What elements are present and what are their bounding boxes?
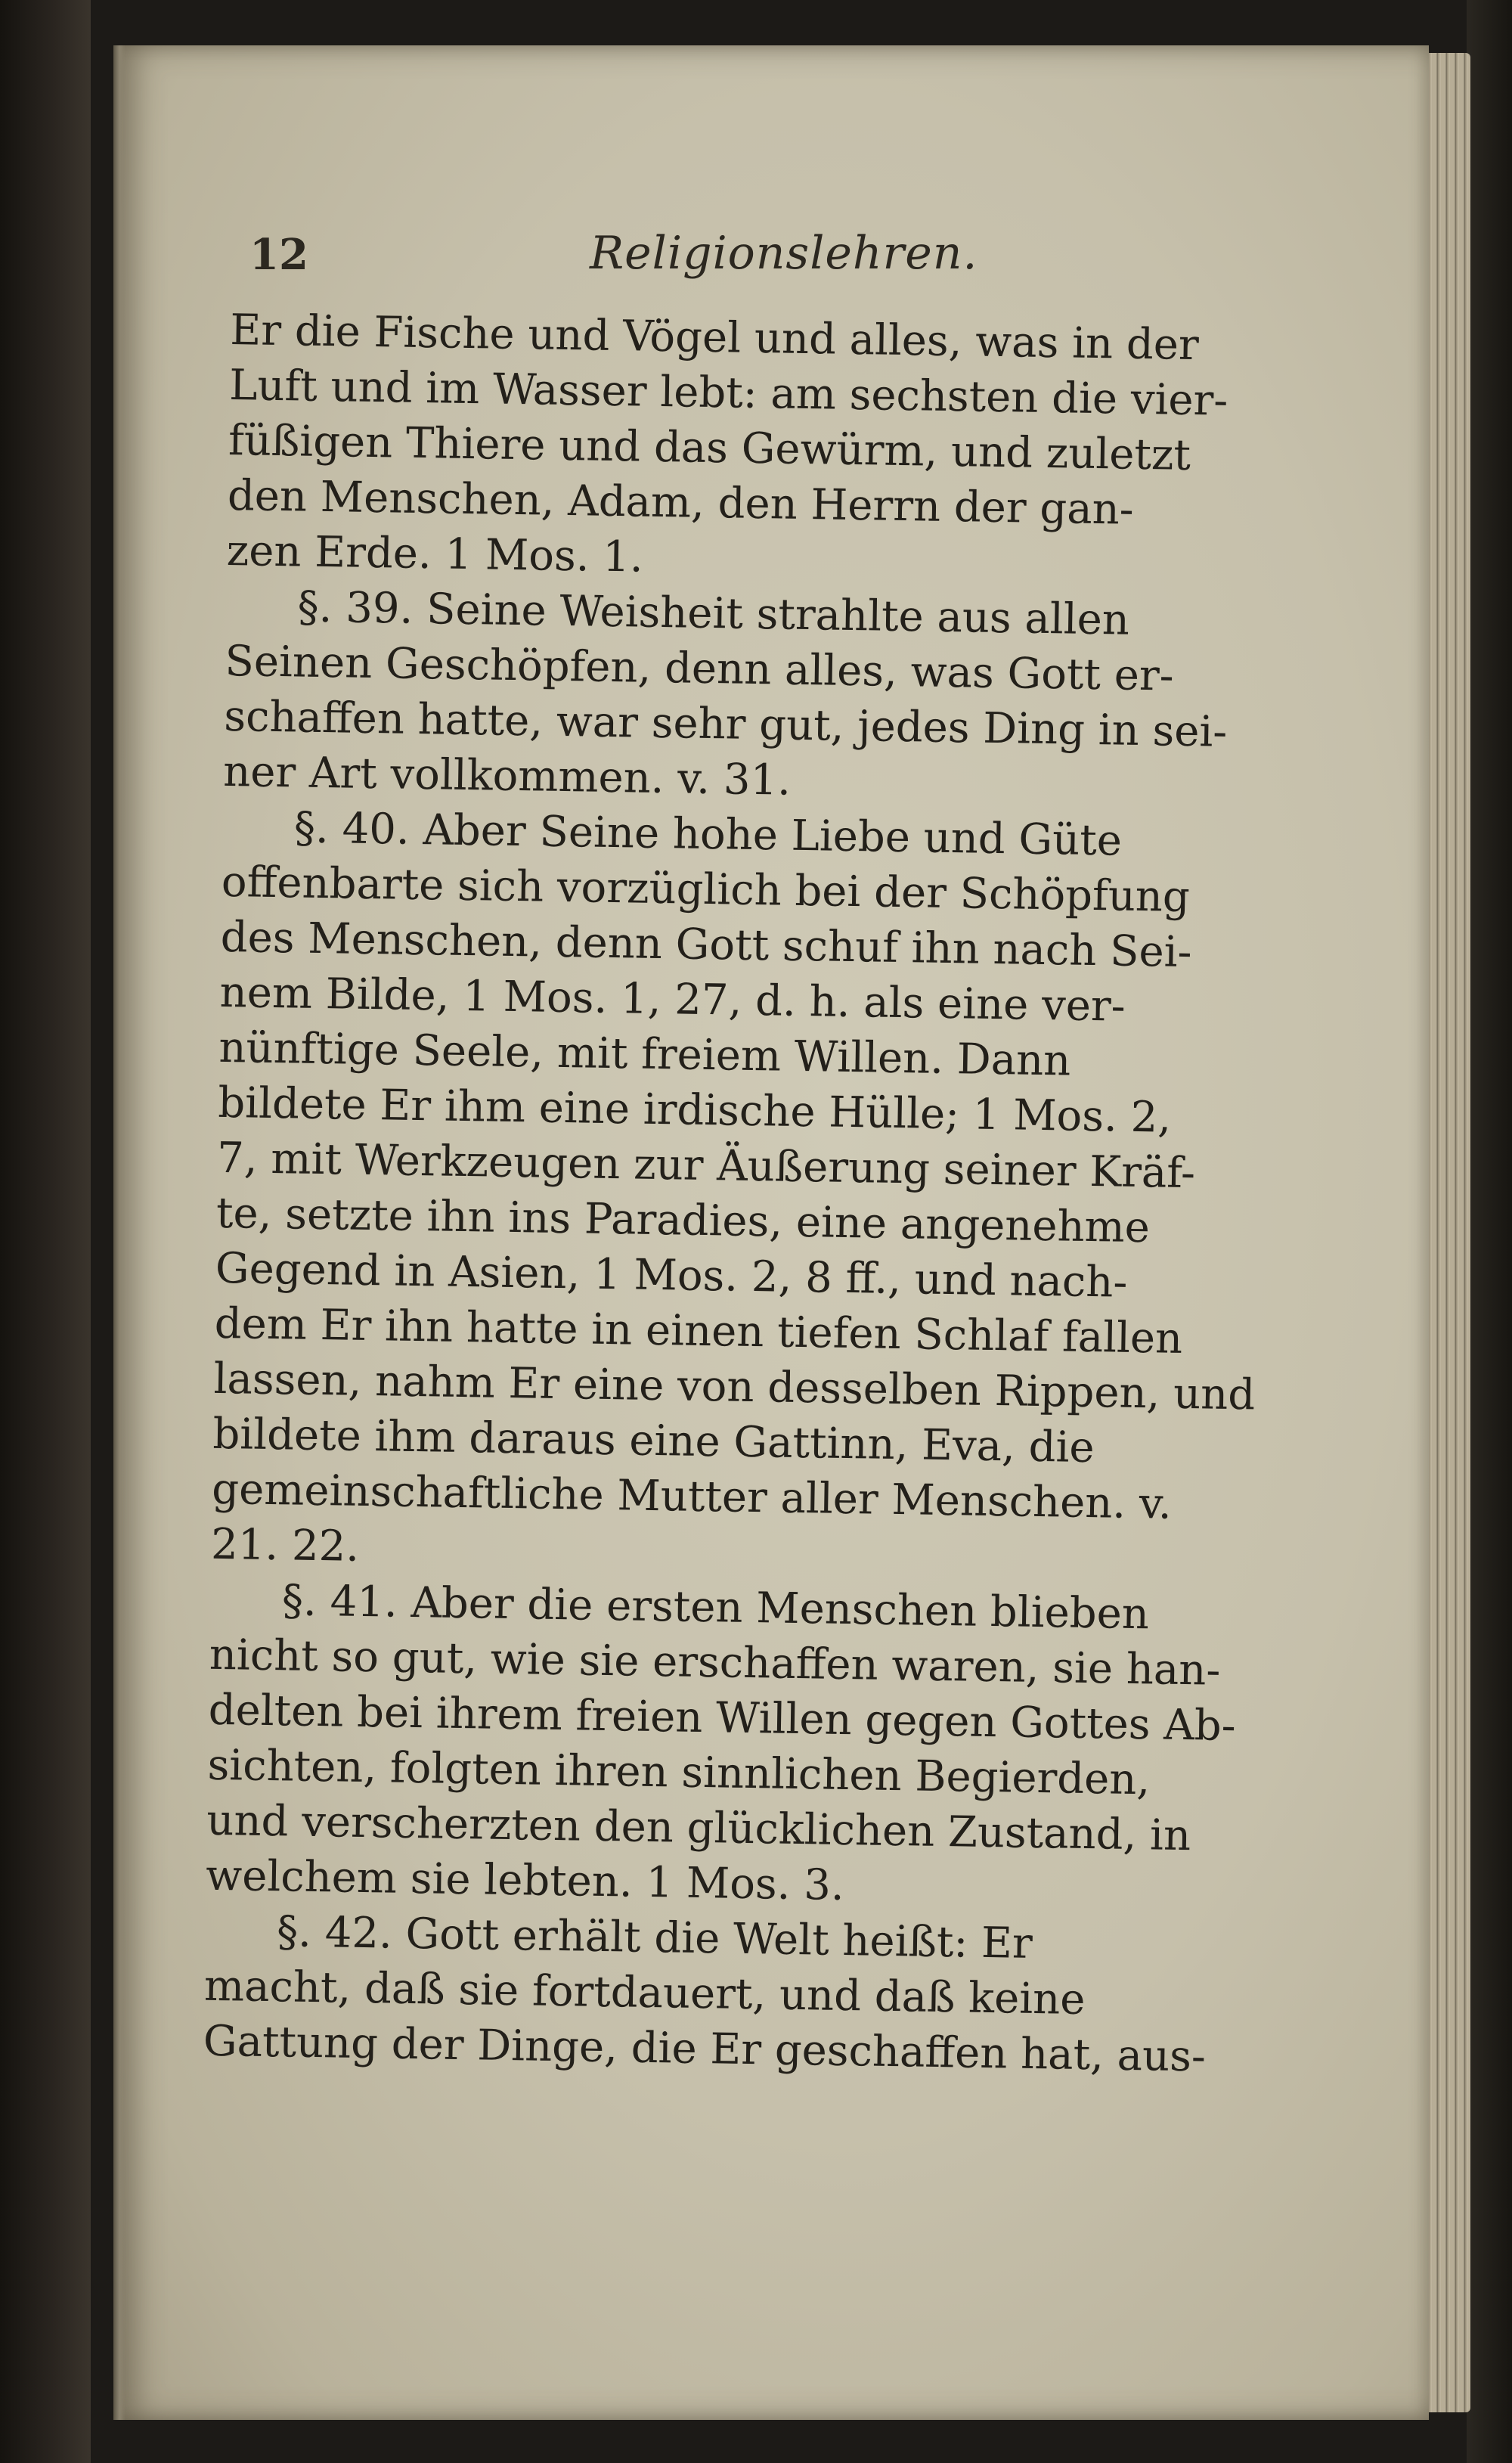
text-line: Gattung der Dinge, die Er geschaffen hat, aus- bbox=[203, 2016, 1207, 2082]
book-cover-left bbox=[0, 0, 91, 2463]
text-line: Gegend in Asien, 1 Mos. 2, 8 ff., und nach- bbox=[215, 1243, 1128, 1307]
text-line: offenbarte sich vorzüglich bei der Schöpfung bbox=[221, 857, 1191, 923]
text-line: welchem sie lebten. 1 Mos. 3. bbox=[205, 1850, 845, 1911]
text-line: den Menschen, Adam, den Herrn der gan- bbox=[227, 470, 1135, 535]
book-cover-right bbox=[1467, 0, 1512, 2463]
body-text bbox=[203, 302, 1289, 2086]
gutter-shadow bbox=[113, 45, 125, 2420]
text-line: zen Erde. 1 Mos. 1. bbox=[226, 526, 644, 582]
text-line: bildete ihm daraus eine Gattinn, Eva, die bbox=[212, 1409, 1095, 1473]
text-line: nem Bilde, 1 Mos. 1, 27, d. h. als eine ver- bbox=[219, 967, 1126, 1031]
running-head bbox=[249, 227, 1331, 287]
text-line: gemeinschaftliche Mutter aller Menschen. v. bbox=[211, 1464, 1173, 1529]
text-line: Seinen Geschöpfen, denn alles, was Gott er- bbox=[225, 636, 1175, 701]
text-line: §. 39. Seine Weisheit strahlte aus allen bbox=[297, 582, 1130, 645]
text-line: nünftige Seele, mit freiem Willen. Dann bbox=[218, 1022, 1071, 1086]
running-title: Religionslehren. bbox=[590, 227, 978, 280]
page-number: 12 bbox=[249, 230, 308, 280]
text-line: macht, daß sie fortdauert, und daß keine bbox=[203, 1961, 1086, 2025]
text-line: füßigen Thiere und das Gewürm, und zuletzt bbox=[228, 415, 1191, 480]
text-line: §. 40. Aber Seine hohe Liebe und Güte bbox=[293, 803, 1123, 866]
text-line: lassen, nahm Er eine von desselben Rippen, und bbox=[213, 1354, 1256, 1420]
text-line: delten bei ihrem freien Willen gegen Gottes Ab- bbox=[208, 1685, 1237, 1751]
text-line: des Menschen, denn Gott schuf ihn nach Sei- bbox=[220, 912, 1193, 978]
text-line: Luft und im Wasser lebt: am sechsten die vier- bbox=[228, 360, 1228, 426]
text-line: sichten, folgten ihren sinnlichen Begierden, bbox=[207, 1740, 1151, 1805]
text-line: §. 42. Gott erhält die Welt heißt: Er bbox=[276, 1907, 1033, 1968]
text-line: §. 41. Aber die ersten Menschen blieben bbox=[281, 1576, 1150, 1639]
text-line: und verscherzten den glücklichen Zustand, in bbox=[206, 1795, 1191, 1861]
text-line: schaffen hatte, war sehr gut, jedes Ding in sei- bbox=[223, 691, 1228, 757]
text-line: bildete Er ihm eine irdische Hülle; 1 Mos. 2, bbox=[217, 1078, 1172, 1143]
text-line: 21. 22. bbox=[210, 1519, 360, 1571]
text-line: te, setzte ihn ins Paradies, eine angenehme bbox=[215, 1188, 1151, 1253]
text-line: dem Er ihn hatte in einen tiefen Schlaf fallen bbox=[214, 1298, 1183, 1363]
text-line: ner Art vollkommen. v. 31. bbox=[222, 746, 792, 805]
text-line: nicht so gut, wie sie erschaffen waren, sie han- bbox=[209, 1630, 1221, 1695]
text-line: Er die Fische und Vögel und alles, was in der bbox=[229, 305, 1200, 371]
text-line: 7, mit Werkzeugen zur Äußerung seiner Kräf- bbox=[216, 1133, 1196, 1199]
